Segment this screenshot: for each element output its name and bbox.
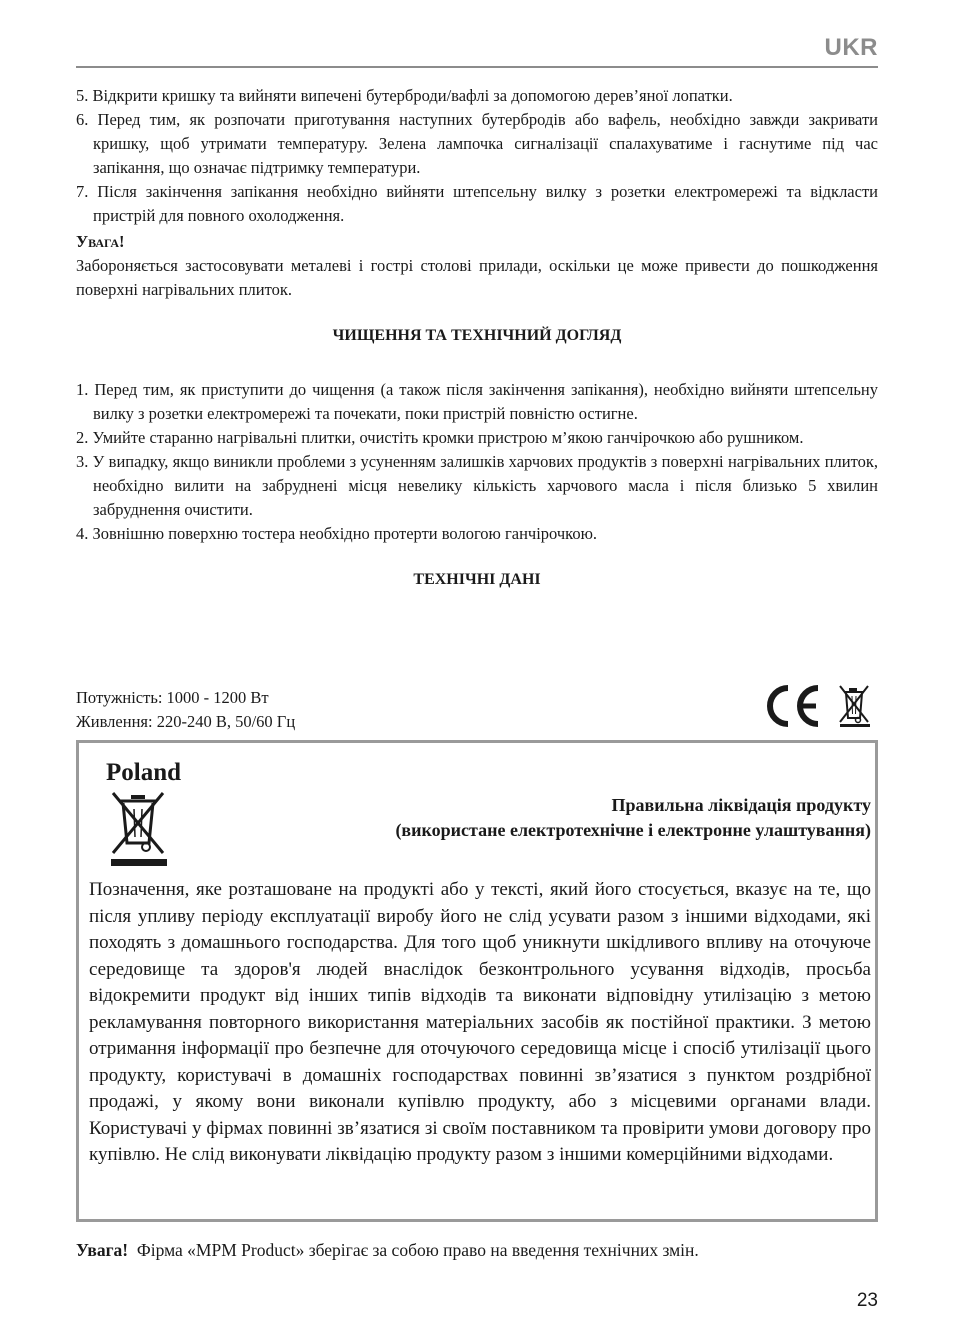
crossed-bin-icon — [109, 789, 169, 867]
technical-specs — [76, 686, 295, 734]
step-item: 6. Перед тим, як розпочати приготування наступних бутербродів або вафель, необхідно завжди закривати кришку, щоб утримати температуру. Зелена лампочка сигналізації спалахуватиме і гаснутиме під час запікання, що означає підтримку температури. — [76, 110, 878, 177]
warning-text: Забороняється застосовувати металеві і гострі столові прилади, оскільки це може привести до пошкодження поверхні нагрівальних плиток. — [76, 256, 878, 299]
specs-title: ТЕХНІЧНІ ДАНІ — [413, 571, 541, 588]
cleaning-item: 2. Умийте старанно нагрівальні плитки, очистіть кромки пристрою м’якою ганчірочкою або рушником. — [76, 428, 804, 447]
cleaning-item: 3. У випадку, якщо виникли проблеми з усуненням залишків харчових продуктів з поверхні нагрівальних плиток, необхідно вилити на забруднені місця невелику кількість харчового масла і після близько 5 хвилин забруднення очистити. — [76, 452, 878, 519]
ce-mark-icon — [760, 684, 822, 728]
cleaning-title: ЧИЩЕННЯ ТА ТЕХНІЧНИЙ ДОГЛЯД — [332, 327, 622, 344]
disposal-text: Позначення, яке розташоване на продукті або у тексті, який його стосується, вказує на те, що після упливу періоду експлуатації виробу його не слід усувати разом з іншими відходами, які походять з домашнього господарства. Для того щоб уникнути шкідливого впливу на оточуюче середовище та здоров'я людей внаслідок безконтрольного усування відходів, просьба відокремити продукт від інших типів відходів та виконати відповідну утилізацію з метою рекламування повторного використання матеріальних засобів як постійної практики. З метою отримання інформації про безпечне для оточуючого середовища місце і спосіб утилізації цього продукту, користувачі в домашніх господарствах повинні зв’язатися з пунктом роздрібної продажі, у якому вони виконали купівлю продукту, або з місцевими органами влади. Користувачі у фірмах повинні зв’язатися зі своїм поставником та провірити умови договору про купівлю. Не слід виконувати ліквідацію продукту разом з іншими комерційними відходами. — [89, 879, 871, 1165]
cleaning-item: 4. Зовнішню поверхню тостера необхідно протерти вологою ганчірочкою. — [76, 524, 598, 543]
cleaning-item: 1. Перед тим, як приступити до чищення (а також після закінчення запікання), необхідно вийняти штепсельну вилку з розетки електромережі та почекати, поки пристрій повністю остигне. — [76, 380, 878, 423]
power-spec: Потужність: 1000 - 1200 Вт — [76, 688, 269, 707]
step-item: 7. Після закінчення запікання необхідно вийняти штепсельну вилку з розетки електромережі та відкласти пристрій для повного охолодження. — [76, 182, 878, 225]
language-code: UKR — [824, 34, 878, 61]
page-number: 23 — [856, 1290, 878, 1311]
footer-warning-label: Увага! — [76, 1240, 129, 1260]
warning-label: Увага! — [76, 232, 125, 251]
supply-spec: Живлення: 220-240 В, 50/60 Гц — [76, 712, 296, 731]
step-item: 5. Відкрити кришку та вийняти випечені бутерброди/вафлі за допомогою дерев’яної лопатки. — [76, 86, 733, 105]
instructions-content — [76, 84, 878, 592]
cleaning-list — [76, 378, 878, 546]
disposal-title-line1: Правильна ліквідація продукту — [611, 795, 871, 815]
footer-note — [76, 1238, 878, 1262]
footer-text: Фірма «MPM Product» зберігає за собою право на введення технічних змін. — [136, 1240, 699, 1260]
certification-marks — [760, 684, 874, 728]
header-rule — [76, 66, 878, 68]
crossed-bin-icon — [838, 684, 874, 728]
disposal-title — [395, 793, 871, 843]
disposal-notice — [76, 740, 878, 1222]
country-label: Poland — [106, 759, 182, 786]
disposal-title-line2: (використане електротехнічне і електронне улаштування) — [395, 820, 871, 840]
